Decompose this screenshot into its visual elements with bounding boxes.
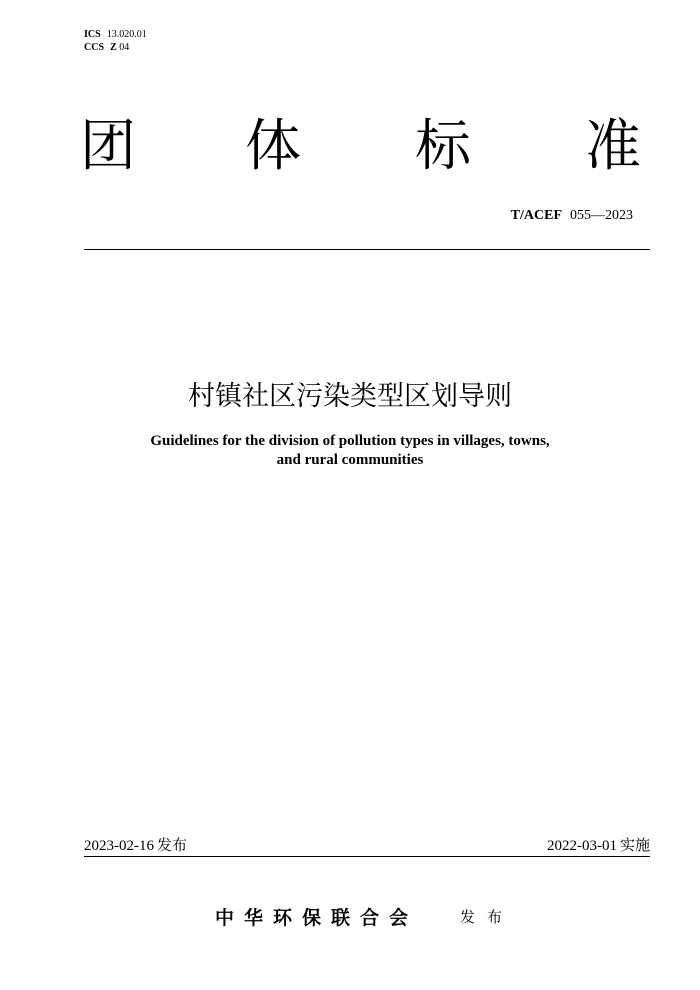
group-standard-char-3: 标 [415,114,471,179]
ics-line [84,28,147,41]
standard-code: T/ACEF [510,208,562,223]
publish-date [84,834,187,855]
ics-value: 13.020.01 [106,29,147,40]
issuing-organization: 中华环保联合会 [215,907,419,929]
ccs-label: CCS [84,42,105,53]
ccs-number: 04 [119,42,130,53]
document-title-en-line-1: Guidelines for the division of pollution types in villages, towns, [150,433,550,449]
group-standard-char-2: 体 [245,114,301,179]
document-title-en [110,432,590,470]
release-label: 发布 [460,908,515,926]
group-standard-char-4: 准 [585,114,641,179]
footer-divider [84,856,650,857]
ccs-line [84,41,129,54]
publish-date-value: 2023-02-16 [84,838,154,854]
standard-number [511,208,633,224]
implement-date [547,834,650,855]
ics-label: ICS [84,29,101,40]
header-divider [84,249,650,250]
ccs-letter: Z [110,42,117,53]
document-title-en-line-2: and rural communities [276,452,424,468]
publish-label: 发布 [157,836,188,854]
implement-label: 实施 [619,836,650,854]
group-standard-char-1: 团 [80,114,136,179]
implement-date-value: 2022-03-01 [546,838,617,854]
standard-serial: 055—2023 [570,208,633,223]
document-title-cn: 村镇社区污染类型区划导则 [188,381,512,412]
